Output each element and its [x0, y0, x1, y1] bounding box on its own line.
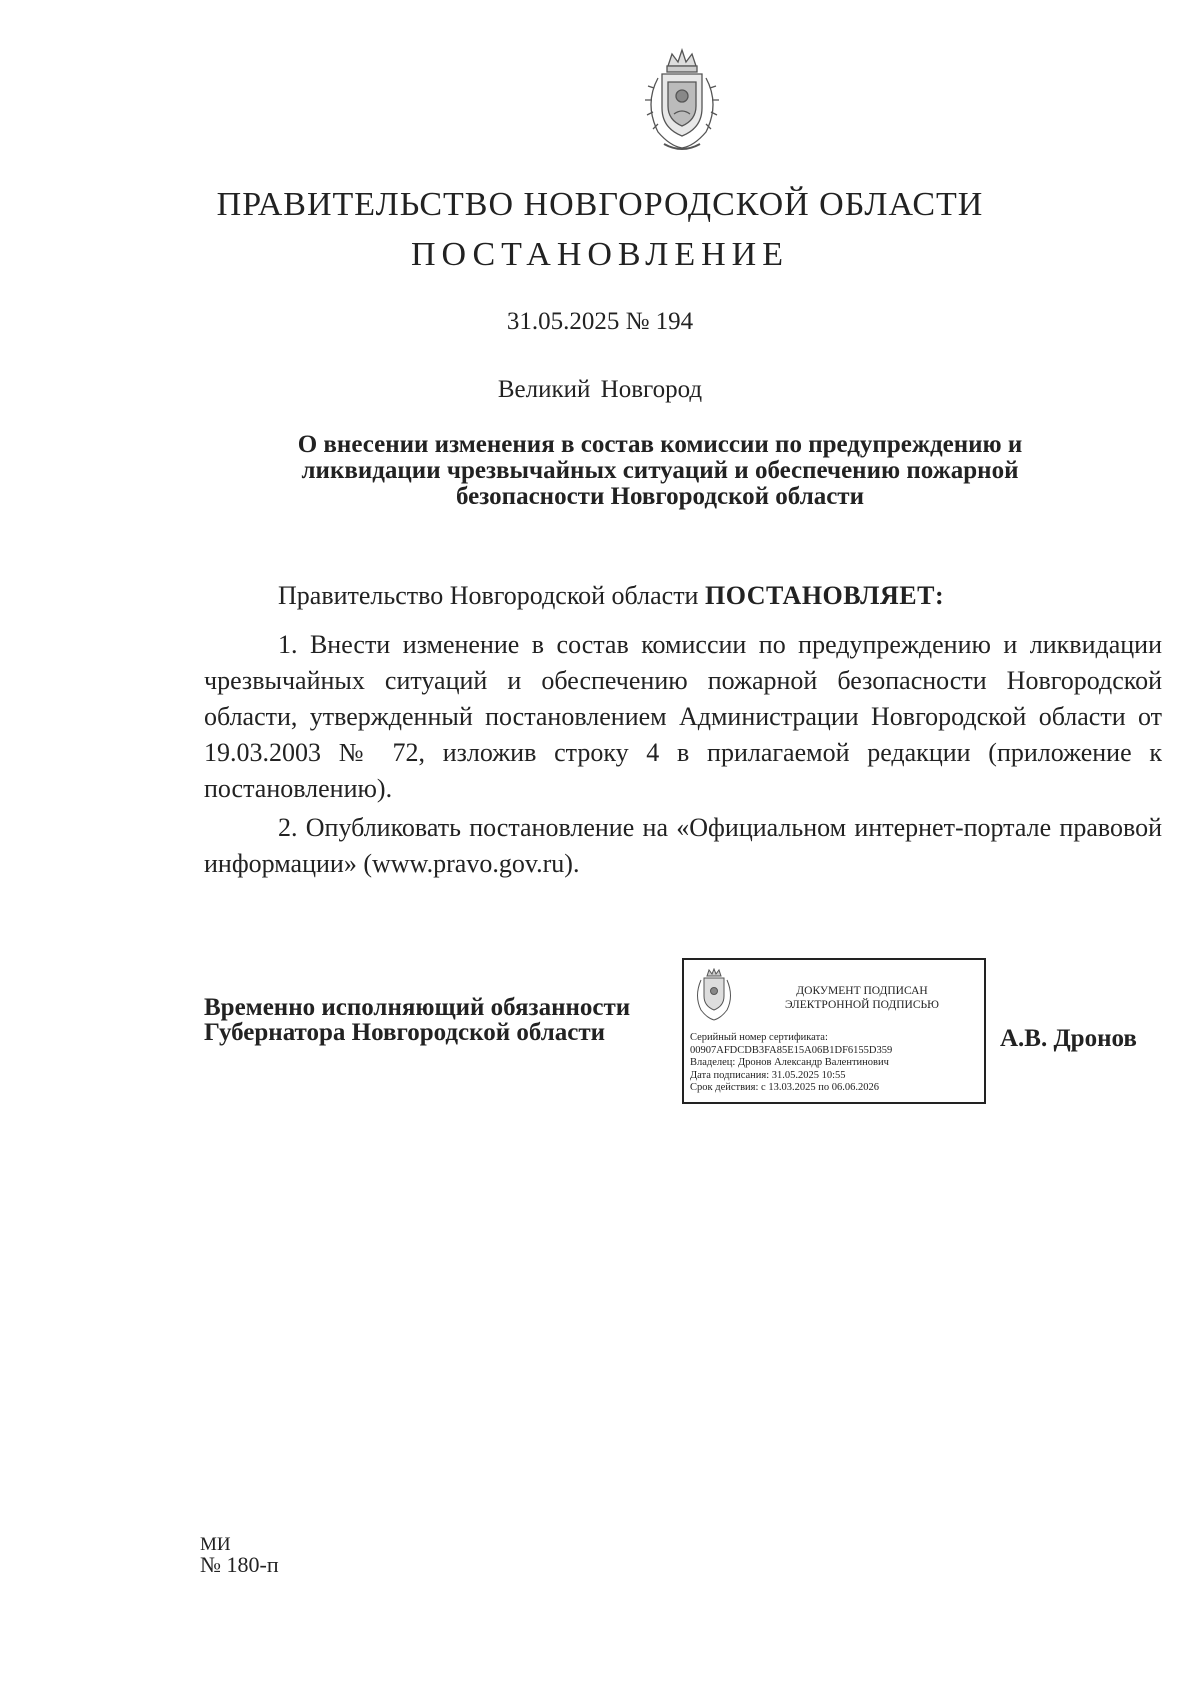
esign-title: [746, 984, 978, 1012]
document-subject: О внесении изменения в состав комиссии по предупреждению и ликвидации чрезвычайных ситуаций и обеспечению пожарной безопасности Новгородской области: [297, 431, 1023, 510]
esign-serial-label: Серийный номер сертификата:: [690, 1032, 828, 1043]
paragraph-2: 2. Опубликовать постановление на «Официальном интернет-портале правовой информации» (www.pravo.gov.ru).: [204, 813, 1162, 878]
registration-code: № 180-п: [200, 1552, 279, 1577]
esign-owner: Владелец: Дронов Александр Валентинович: [690, 1057, 889, 1068]
executor-initials: МИ: [200, 1534, 231, 1555]
paragraph-1: 1. Внести изменение в состав комиссии по предупреждению и ликвидации чрезвычайных ситуаций и обеспечению пожарной безопасности Новгородской области, утвержденный постановлением Администрации Новгородской области от 19.03.2003 № 72, изложив строку 4 в прилагаемой редакции (приложение к постановлению).: [204, 630, 1162, 803]
esign-signed-date: Дата подписания: 31.05.2025 10:55: [690, 1069, 846, 1081]
coat-of-arms-icon: [636, 48, 728, 158]
intro-text: Правительство Новгородской области: [278, 581, 705, 610]
signer-position-line-2: Губернатора Новгородской области: [204, 1019, 606, 1046]
document-kind: ПОСТАНОВЛЕНИЕ: [410, 236, 790, 273]
document-date-number: 31.05.2025 № 194: [506, 308, 694, 335]
signer-position: [204, 995, 630, 1045]
esign-title-line-2: ЭЛЕКТРОННОЙ ПОДПИСЬЮ: [785, 999, 939, 1011]
esign-details: [690, 1032, 982, 1095]
signer-name: А.В. Дронов: [1000, 1025, 1137, 1052]
coat-of-arms-icon: [692, 968, 736, 1024]
esign-title-line-1: ДОКУМЕНТ ПОДПИСАН: [796, 985, 928, 997]
electronic-signature-stamp: [682, 958, 986, 1104]
resolves-word: ПОСТАНОВЛЯЕТ:: [704, 581, 945, 610]
esign-validity: Срок действия: с 13.03.2025 по 06.06.2026: [690, 1082, 879, 1093]
intro-paragraph: [278, 578, 1158, 614]
signer-position-line-1: Временно исполняющий обязанности: [204, 994, 631, 1021]
document-city: Великий Новгород: [497, 376, 703, 403]
footer-code: [200, 1535, 279, 1575]
esign-serial: 00907AFDCDB3FA85E15A06B1DF6155D359: [690, 1044, 893, 1056]
organization-title: ПРАВИТЕЛЬСТВО НОВГОРОДСКОЙ ОБЛАСТИ: [216, 186, 984, 223]
